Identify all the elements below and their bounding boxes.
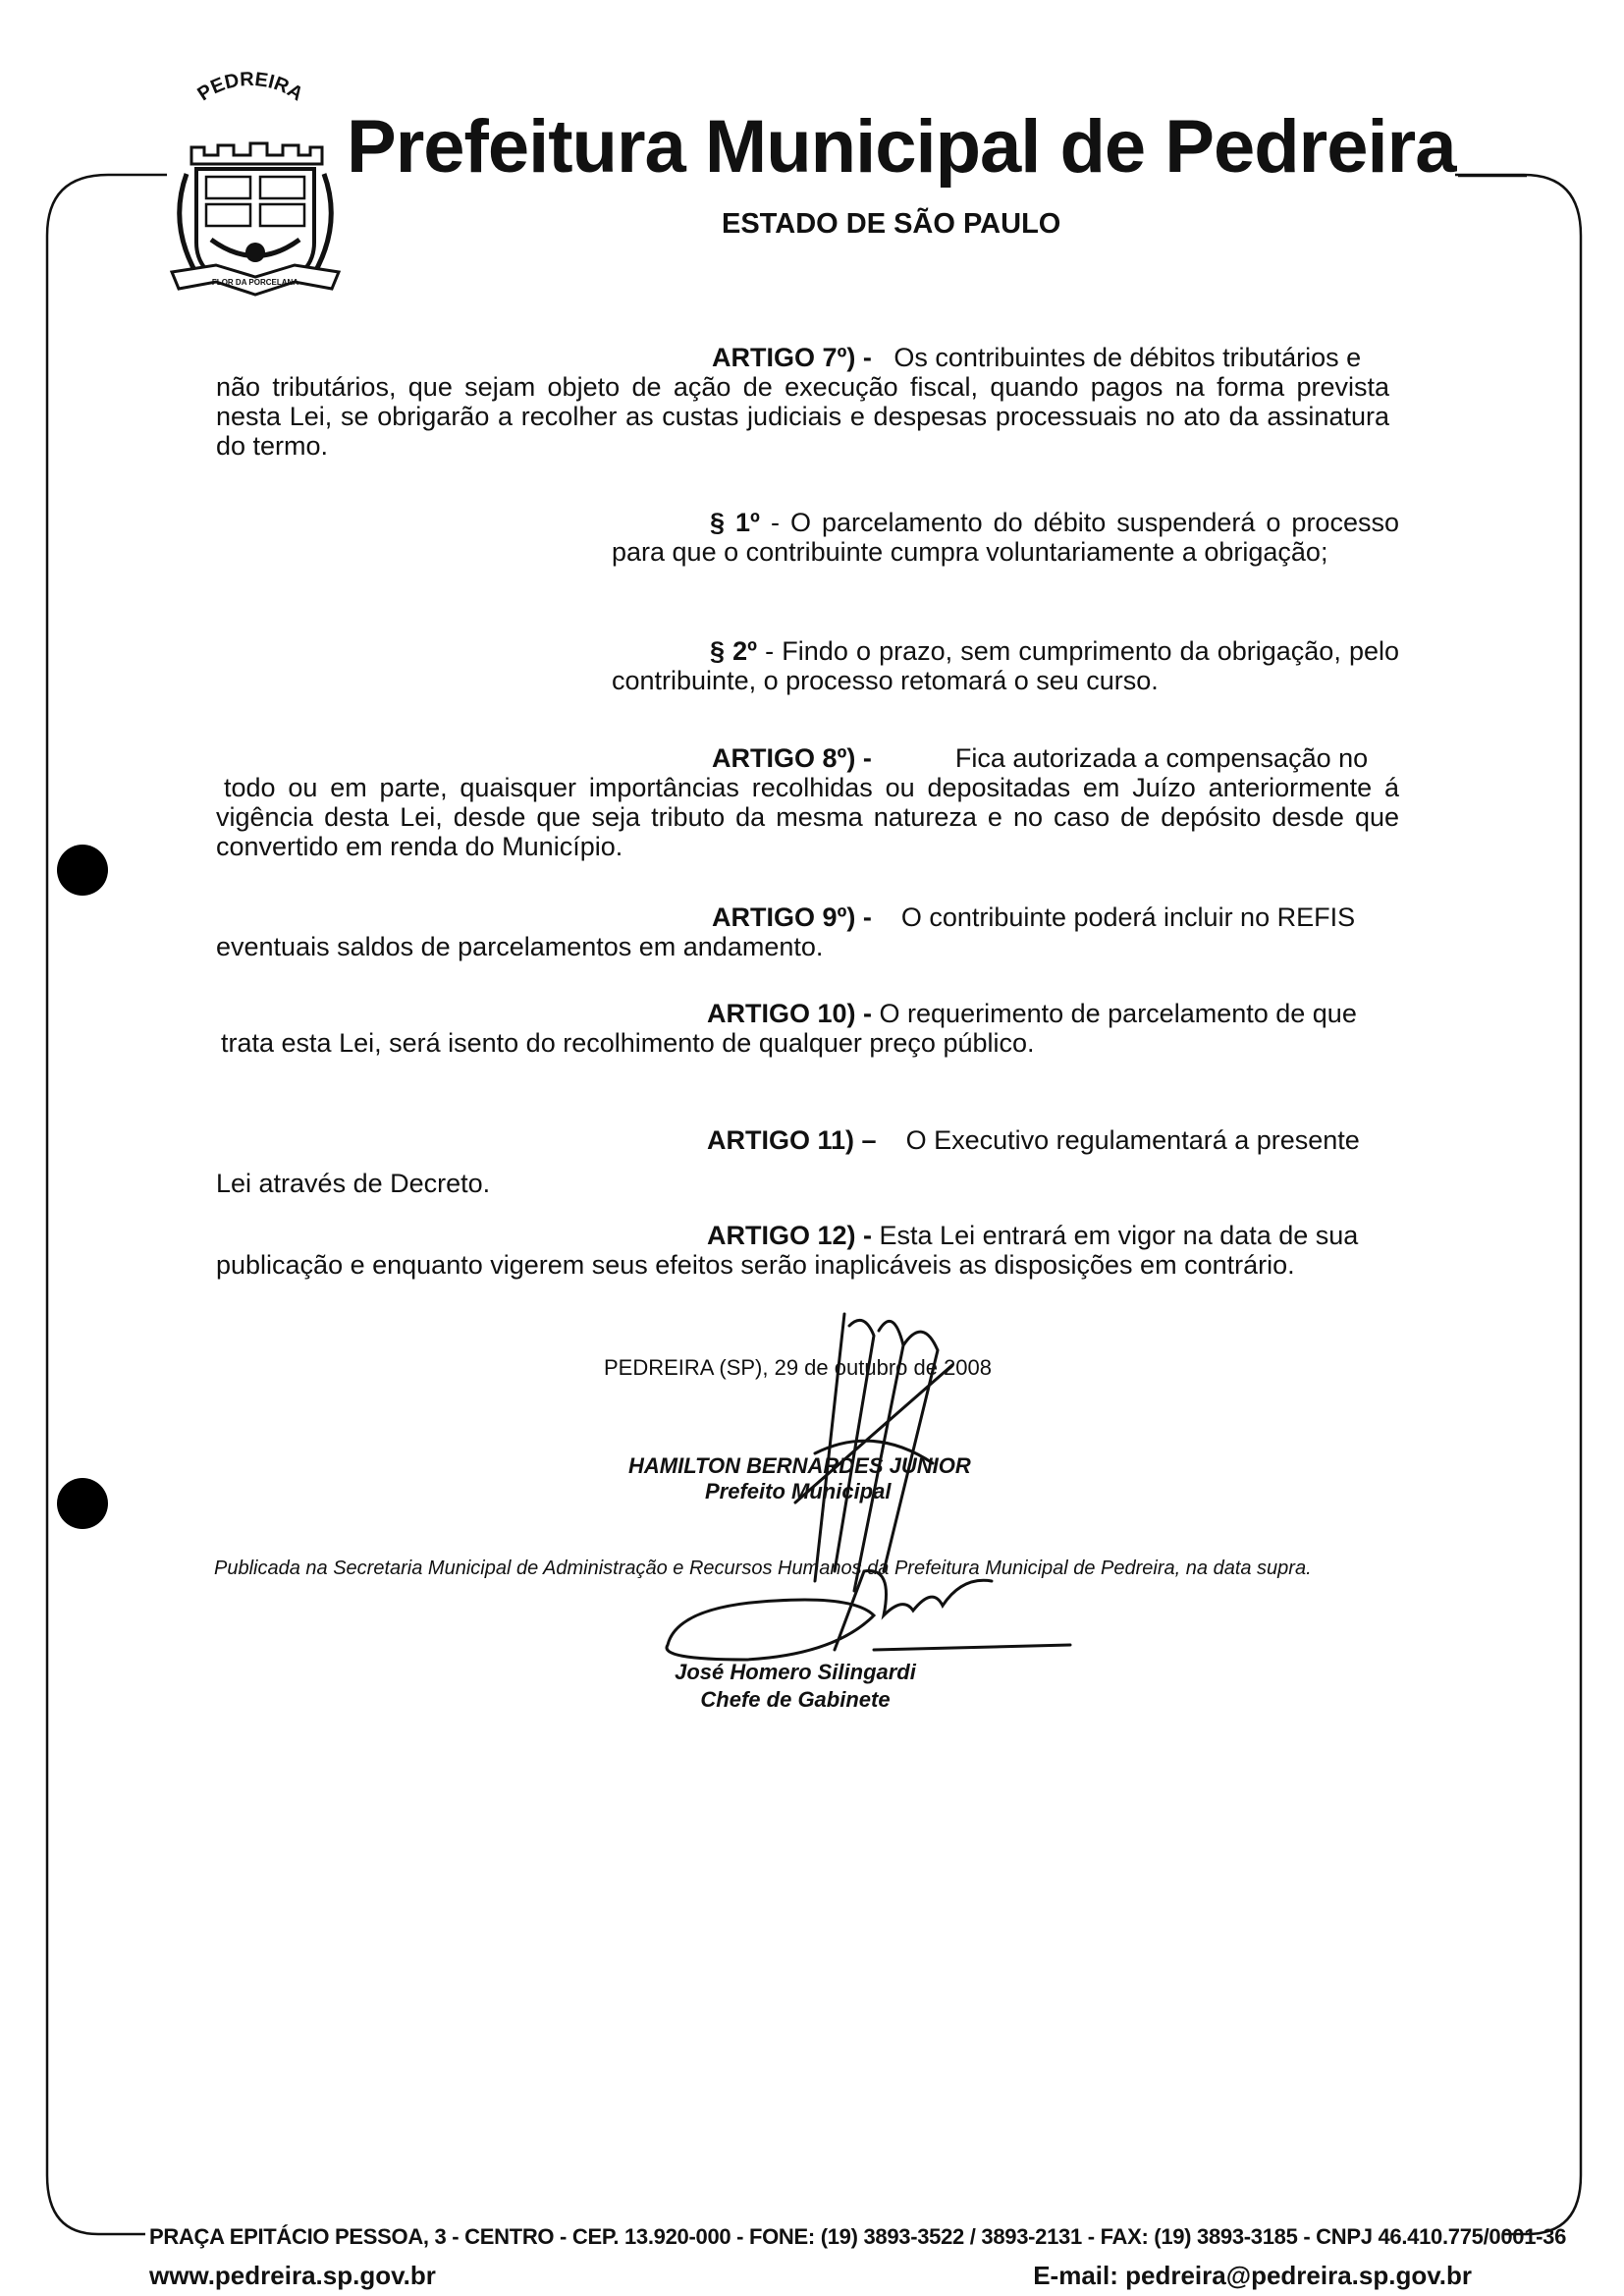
article-8-label: ARTIGO 8º) - — [712, 743, 872, 773]
article-10-text: trata esta Lei, será isento do recolhimento de qualquer preço público. — [221, 1028, 1035, 1058]
chief-name: José Homero Silingardi — [675, 1660, 916, 1684]
article-12-first-line: Esta Lei entrará em vigor na data de sua — [879, 1221, 1359, 1250]
article-9-first-line: O contribuinte poderá incluir no REFIS — [900, 902, 1356, 932]
article-10 — [216, 999, 1399, 1058]
article-7 — [216, 343, 1389, 461]
article-7-label: ARTIGO 7º) - — [712, 343, 872, 372]
chief-role: Chefe de Gabinete — [700, 1687, 891, 1712]
article-11-text: Lei através de Decreto. — [216, 1169, 491, 1198]
paragraph-2 — [612, 636, 1399, 695]
paragraph-1-label: § 1º — [710, 508, 760, 537]
article-9-text: eventuais saldos de parcelamentos em andamento. — [216, 932, 824, 961]
article-9-label: ARTIGO 9º) - — [712, 902, 872, 932]
footer-email[interactable]: E-mail: pedreira@pedreira.sp.gov.br — [1033, 2261, 1472, 2290]
page-subtitle: ESTADO DE SÃO PAULO — [722, 208, 1061, 240]
paragraph-2-text: - Findo o prazo, sem cumprimento da obrigação, pelo contribuinte, o processo retomará o seu curso. — [612, 636, 1399, 695]
paragraph-2-label: § 2º — [710, 636, 758, 666]
mayor-role: Prefeito Municipal — [705, 1479, 892, 1503]
publication-note: Publicada na Secretaria Municipal de Administração e Recursos Humanos da Prefeitura Municipal de Pedreira, na data supra. — [214, 1558, 1312, 1579]
article-12 — [216, 1221, 1399, 1280]
mayor-name: HAMILTON BERNARDES JUNIOR — [628, 1453, 971, 1478]
article-11 — [216, 1125, 1399, 1198]
article-10-label: ARTIGO 10) - — [707, 999, 873, 1028]
binder-hole-top — [57, 845, 108, 896]
article-12-text: publicação e enquanto vigerem seus efeitos serão inaplicáveis as disposições em contrário. — [216, 1250, 1295, 1280]
page-title: Prefeitura Municipal de Pedreira — [347, 105, 1456, 189]
binder-hole-bottom — [57, 1478, 108, 1529]
chief-signature — [638, 1557, 1080, 1665]
footer-address: PRAÇA EPITÁCIO PESSOA, 3 - CENTRO - CEP. 13.920-000 - FONE: (19) 3893-3522 / 3893-2131 - FAX: (19) 3893-3185 - CNPJ 46.410.775/0001-36 — [149, 2224, 1567, 2249]
municipal-crest-icon — [157, 71, 344, 306]
article-8 — [216, 743, 1399, 861]
place-date: PEDREIRA (SP), 29 de outubro de 2008 — [604, 1355, 993, 1380]
svg-text:PEDREIRA — [193, 71, 306, 105]
article-7-text: não tributários, que sejam objeto de ação de execução fiscal, quando pagos na forma prevista nesta Lei, se obrigarão a recolher as custas judiciais e despesas processuais no ato da assinatura do termo. — [216, 372, 1389, 461]
article-10-first-line: O requerimento de parcelamento de que — [879, 999, 1357, 1028]
article-7-first-line: Os contribuintes de débitos tributários e — [893, 343, 1362, 372]
article-9 — [216, 902, 1399, 961]
paragraph-1 — [612, 508, 1399, 567]
crest-top-text: PEDREIRA — [193, 71, 307, 106]
article-12-label: ARTIGO 12) - — [707, 1221, 873, 1250]
footer-website[interactable]: www.pedreira.sp.gov.br — [149, 2261, 436, 2290]
article-8-first-line: Fica autorizada a compensação no — [954, 743, 1369, 773]
article-11-first-line: O Executivo regulamentará a presente — [905, 1125, 1360, 1155]
article-8-text: todo ou em parte, quaisquer importâncias recolhidas ou depositadas em Juízo anteriormente á vigência desta Lei, desde que seja tributo da mesma natureza e no caso de depósito desde que convertido em renda do Município. — [216, 773, 1399, 861]
crest-ribbon-text: FLOR DA PORCELANA — [211, 278, 299, 287]
article-11-label: ARTIGO 11) – — [707, 1125, 877, 1155]
header-rule-right — [1458, 173, 1527, 179]
paragraph-1-text: - O parcelamento do débito suspenderá o processo para que o contribuinte cumpra voluntariamente a obrigação; — [612, 508, 1399, 567]
